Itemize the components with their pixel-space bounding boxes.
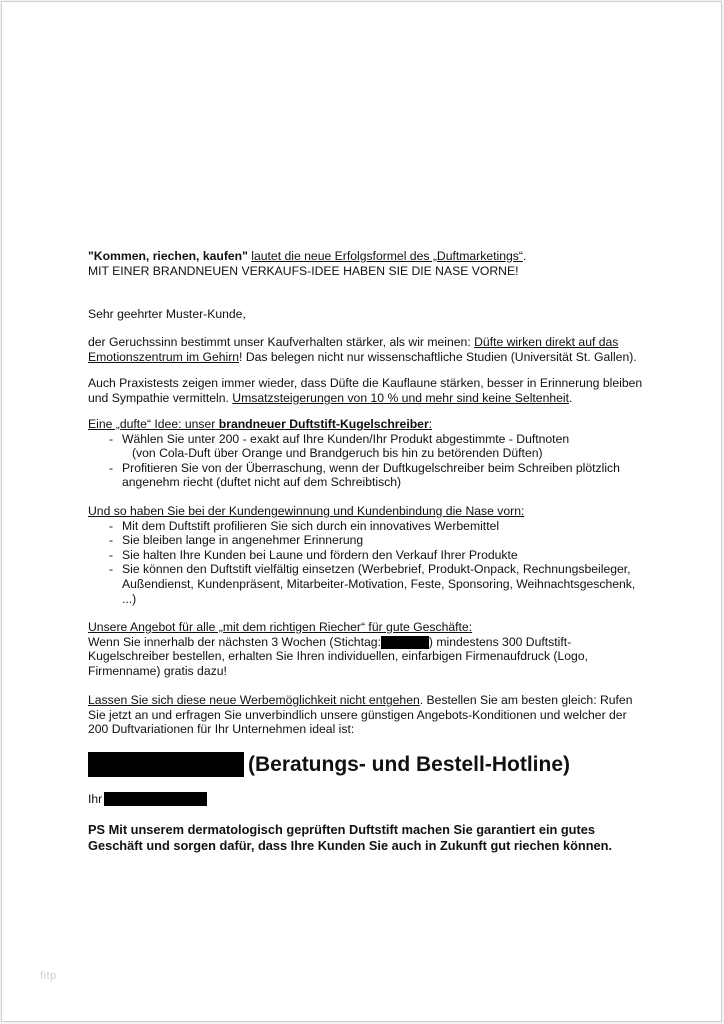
section2-list xyxy=(88,519,648,607)
para1-underlined: Düfte wirken direkt auf das Emotionszentrum im Gehirn xyxy=(88,335,619,364)
watermark: fitp xyxy=(40,970,57,982)
section3-body xyxy=(88,635,648,679)
redacted-date xyxy=(381,636,429,649)
ps-prefix: PS xyxy=(88,822,109,837)
section3-heading: Unsere Angebot für alle „mit dem richtigen Riecher“ für gute Geschäfte: xyxy=(88,620,473,634)
hotline-line xyxy=(88,752,570,778)
salutation: Sehr geehrter Muster-Kunde, xyxy=(88,307,246,321)
headline xyxy=(88,249,648,278)
section2-heading: Und so haben Sie bei der Kundengewinnung und Kundenbindung die Nase vorn: xyxy=(88,504,525,518)
section1-list xyxy=(88,432,648,490)
headline-end: . xyxy=(522,249,527,263)
para2-text2: . xyxy=(569,390,573,405)
letter-page xyxy=(1,1,722,1022)
para1-text1: der Geruchssinn bestimmt unser Kaufverhalten stärker, als wir meinen: xyxy=(88,335,475,349)
headline-line2: MIT EINER BRANDNEUEN VERKAUFS-IDEE HABEN SIE DIE NASE VORNE! xyxy=(88,263,519,278)
section3-text1: Wenn Sie innerhalb der nächsten 3 Wochen (Stichtag: xyxy=(88,634,381,649)
section-3 xyxy=(88,620,648,678)
section1-item1-line2: (von Cola-Duft über Orange und Brandgeruch bis hin zu betörenden Düften) xyxy=(132,446,543,461)
hotline-label: (Beratungs- und Bestell-Hotline) xyxy=(248,753,571,776)
list-item: - Sie bleiben lange in angenehmer Erinnerung xyxy=(88,533,648,548)
para1-text2: ! Das belegen nicht nur wissenschaftliche Studien (Universität St. Gallen). xyxy=(239,349,637,364)
paragraph-2 xyxy=(88,376,648,405)
section-1 xyxy=(88,417,648,490)
list-item: - Profitieren Sie von der Überraschung, wenn der Duftkugelschreiber beim Schreiben plötzlich angenehm riecht (duftet nicht auf dem Schreibtisch) xyxy=(88,461,648,490)
signature-prefix: Ihr xyxy=(88,792,103,806)
section-2 xyxy=(88,504,648,606)
signature-line xyxy=(88,792,207,807)
headline-line1 xyxy=(88,249,648,264)
section3-text2: ) mindestens 300 Duftstift-Kugelschreiber bestellen, erhalten Sie Ihren individuellen, einfarbigen Firmenaufdruck (Logo, Firmenname) gratis dazu! xyxy=(88,634,588,678)
section1-heading-bold: brandneuer Duftstift-Kugelschreiber xyxy=(218,417,429,431)
para2-underlined: Umsatzsteigerungen von 10 % und mehr sind keine Seltenheit xyxy=(232,390,570,405)
postscript xyxy=(88,822,648,853)
section-4 xyxy=(88,693,648,737)
para2-text1: Auch Praxistests zeigen immer wieder, dass Düfte die Kauflaune stärken, besser in Erinnerung bleiben und Sympathie vermitteln. xyxy=(88,376,643,405)
section1-heading-end: : xyxy=(428,417,433,431)
section4-underlined: Lassen Sie sich diese neue Werbemöglichkeit nicht entgehen xyxy=(88,693,420,707)
redacted-phone xyxy=(88,752,244,777)
ps-text: Mit unserem dermatologisch geprüften Duftstift machen Sie garantiert ein gutes Geschäft und sorgen dafür, dass Ihre Kunden Sie auch in Zukunft gut riechen können. xyxy=(88,822,613,853)
section1-heading xyxy=(88,417,648,432)
section4-text: . Bestellen Sie am besten gleich: Rufen Sie jetzt an und erfragen Sie unverbindlich unsere günstigen Angebots-Konditionen und welcher der 200 Duftvariationen für Ihr Unternehmen ideal ist: xyxy=(88,693,633,737)
list-item: - Sie halten Ihre Kunden bei Laune und fördern den Verkauf Ihrer Produkte xyxy=(88,548,648,563)
section1-heading-plain: Eine „dufte“ Idee: unser xyxy=(88,417,219,431)
redacted-signature xyxy=(104,792,207,806)
headline-formula: lautet die neue Erfolgsformel des „Duftmarketings“ xyxy=(251,249,523,263)
paragraph-1 xyxy=(88,335,648,364)
headline-quote: "Kommen, riechen, kaufen" xyxy=(88,249,248,263)
list-item xyxy=(88,432,648,461)
list-item: - Mit dem Duftstift profilieren Sie sich durch ein innovatives Werbemittel xyxy=(88,519,648,534)
list-item: - Sie können den Duftstift vielfältig einsetzen (Werbebrief, Produkt-Onpack, Rechnungsbeileger, Außendienst, Kundenpräsent, Mitarbeiter-Motivation, Feste, Sponsoring, Weihnachtsgeschenk, ...) xyxy=(88,562,648,606)
section1-item1-line1: Wählen Sie unter 200 - exakt auf Ihre Kunden/Ihr Produkt abgestimmte - Duftnoten xyxy=(122,431,570,446)
